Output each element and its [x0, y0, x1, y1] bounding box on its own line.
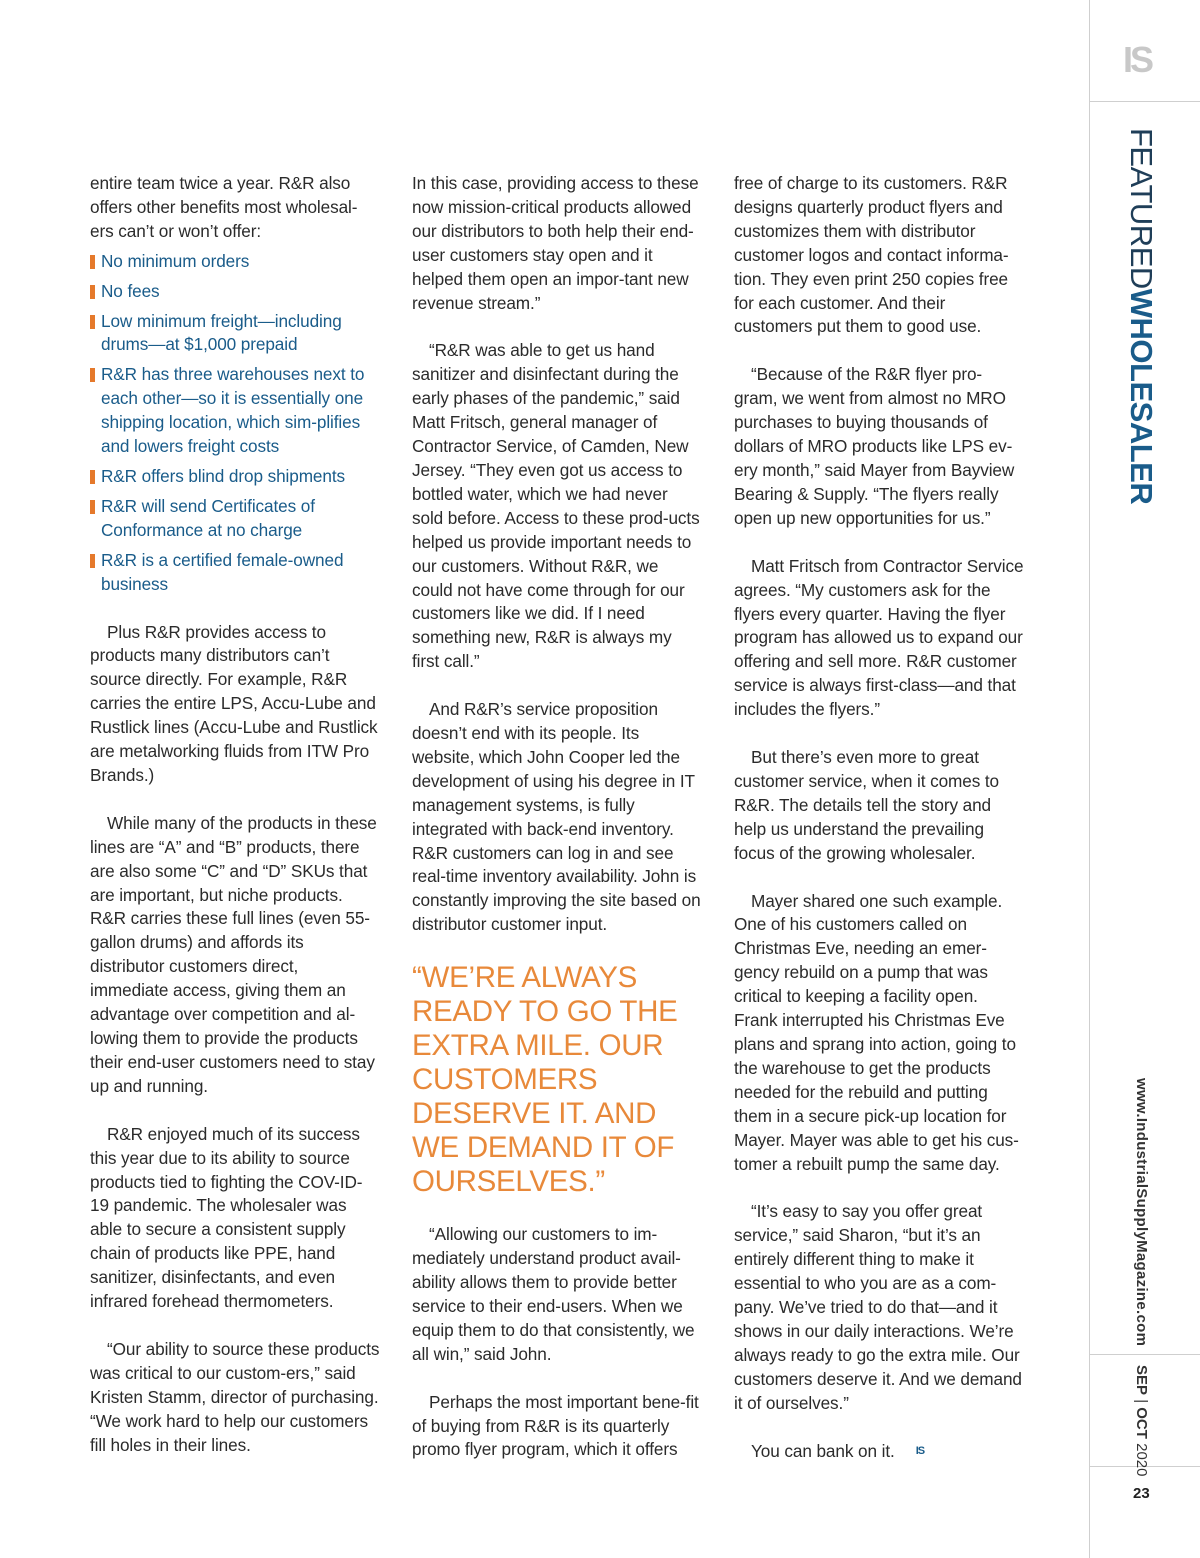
bullet-marker — [90, 255, 95, 269]
end-mark-logo: IS — [915, 1445, 925, 1458]
list-item: R&R is a certified female-owned business — [90, 549, 380, 597]
sidebar-rule — [1090, 1354, 1200, 1355]
pull-quote: “WE’RE ALWAYS READY TO GO THE EXTRA MILE. OUR CUSTOMERS DESERVE IT. AND WE DEMAND IT OF OURSELVES.” — [412, 961, 678, 1199]
article-column-2 — [412, 172, 702, 1486]
body-paragraph: While many of the products in these lines are “A” and “B” products, there are also some “C” and “D” SKUs that are important, but niche products. R&R carries these full lines (even 55-gallon drums) and affords its distributor customers direct, immediate access, giving them an advantage over competition and al-lowing them to provide the products their end-user customers need to stay up and running. — [90, 812, 377, 1096]
body-paragraph: R&R enjoyed much of its success this year due to its ability to source products tied to fighting the COV-ID-19 pandemic. The wholesaler was able to secure a consistent supply chain of products like PPE, hand sanitizer, disinfectants, and even infrared forehead thermometers. — [90, 1123, 363, 1312]
closing-line: You can bank on it. IS — [734, 1440, 1024, 1464]
body-paragraph: Plus R&R provides access to products many distributors can’t source directly. For example, R&R carries the entire LPS, Accu-Lube and Rustlick lines (Accu-Lube and Rustlick are metalworking fluids from ITW Pro Brands.) — [90, 621, 378, 785]
body-paragraph: “R&R was able to get us hand sanitizer and disinfectant during the early phases of the pandemic,” said Matt Fritsch, general manager of Contractor Service, of Camden, New Jersey. “They even got us access to bottled water, which we had never sold before. Access to these prod-ucts helped us provide important needs to our customers. Without R&R, we could not have come through for our customers like we did. If I need something new, R&R is always my first call.” — [412, 340, 700, 672]
bullet-marker — [90, 500, 95, 514]
bullet-marker — [90, 285, 95, 299]
list-item: No fees — [90, 280, 380, 304]
list-item: No minimum orders — [90, 250, 380, 274]
column-1-intro: entire team twice a year. R&R also offers other benefits most wholesal-ers can’t or won’t offer: — [90, 173, 358, 241]
website-url: www.IndustrialSupplyMagazine.com — [1133, 1078, 1150, 1347]
list-item: Low minimum freight—including drums—at $1,000 prepaid — [90, 310, 380, 358]
body-paragraph: free of charge to its customers. R&R designs quarterly product flyers and customizes them with distributor customer logos and contact informa-tion. They even print 250 copies free for each customer. And their customers put them to good use. — [734, 173, 1009, 337]
list-item: R&R has three warehouses next to each other—so it is essentially one shipping location, which sim-plifies and lowers freight costs — [90, 363, 380, 459]
body-paragraph: Perhaps the most important bene-fit of buying from R&R is its quarterly promo flyer program, which it offers — [412, 1391, 699, 1460]
body-paragraph: “Allowing our customers to im-mediately understand product avail-ability allows them to provide better service to their end-users. When we equip them to do that consistently, we all win,” said John. — [412, 1224, 695, 1364]
page-number: 23 — [1133, 1485, 1150, 1502]
article-column-3 — [734, 172, 1024, 1488]
sidebar-rule — [1090, 101, 1200, 102]
bullet-marker — [90, 368, 95, 382]
list-item: R&R will send Certificates of Conformance at no charge — [90, 495, 380, 543]
benefits-list — [90, 250, 380, 597]
body-paragraph: But there’s even more to great customer service, when it comes to R&R. The details tell the story and help us understand the prevailing focus of the growing wholesaler. — [734, 747, 1000, 863]
issue-date: SEP | OCT 2020 — [1133, 1365, 1150, 1477]
section-label-light: FEATURED — [1124, 128, 1159, 289]
body-paragraph: And R&R’s service proposition doesn’t end with its people. Its website, which John Cooper led the development of using his degree in IT management systems, is fully integrated with back-end inventory. R&R customers can log in and see real-time inventory availability. John is constantly improving the site based on distributor customer input. — [412, 699, 701, 935]
body-paragraph: “It’s easy to say you offer great service,” said Sharon, “but it’s an entirely different thing to make it essential to who you are as a com-pany. We’ve tried to do that—and it shows in our daily interactions. We’re always ready to go the extra mile. Our customers deserve it. And we demand it of ourselves.” — [734, 1201, 1022, 1413]
list-item: R&R offers blind drop shipments — [90, 465, 380, 489]
body-paragraph: “Because of the R&R flyer pro-gram, we went from almost no MRO purchases to buying thousands of dollars of MRO products like LPS ev-ery month,” said Mayer from Bayview Bearing & Supply. “The flyers really open up new opportunities for us.” — [734, 364, 1015, 528]
article-column-1 — [90, 172, 380, 1482]
body-paragraph: In this case, providing access to these now mission-critical products allowed our distributors to both help their end-user customers stay open and it helped them open an impor-tant new revenue stream.” — [412, 173, 699, 313]
bullet-marker — [90, 470, 95, 484]
body-paragraph: “Our ability to source these products was critical to our custom-ers,” said Kristen Stamm, director of purchasing. “We work hard to help our customers fill holes in their lines. — [90, 1338, 380, 1455]
bullet-marker — [90, 315, 95, 329]
section-label — [1124, 128, 1158, 504]
section-label-bold: WHOLESALER — [1124, 288, 1159, 505]
bullet-marker — [90, 554, 95, 568]
sidebar-divider — [1089, 0, 1090, 1558]
magazine-logo: IS — [1123, 39, 1152, 80]
body-paragraph: Mayer shared one such example. One of his customers called on Christmas Eve, needing an emer-gency rebuild on a pump that was critical to keeping a facility open. Frank interrupted his Christmas Eve plans and sprang into action, going to the warehouse to get the products needed for the rebuild and putting them in a secure pick-up location for Mayer. Mayer was able to get his cus-tomer a rebuilt pump the same day. — [734, 890, 1019, 1174]
body-paragraph: Matt Fritsch from Contractor Service agrees. “My customers ask for the flyers every quarter. Having the flyer program has allowed us to expand our offering and sell more. R&R customer service is always first-class—and that includes the flyers.” — [734, 555, 1024, 720]
